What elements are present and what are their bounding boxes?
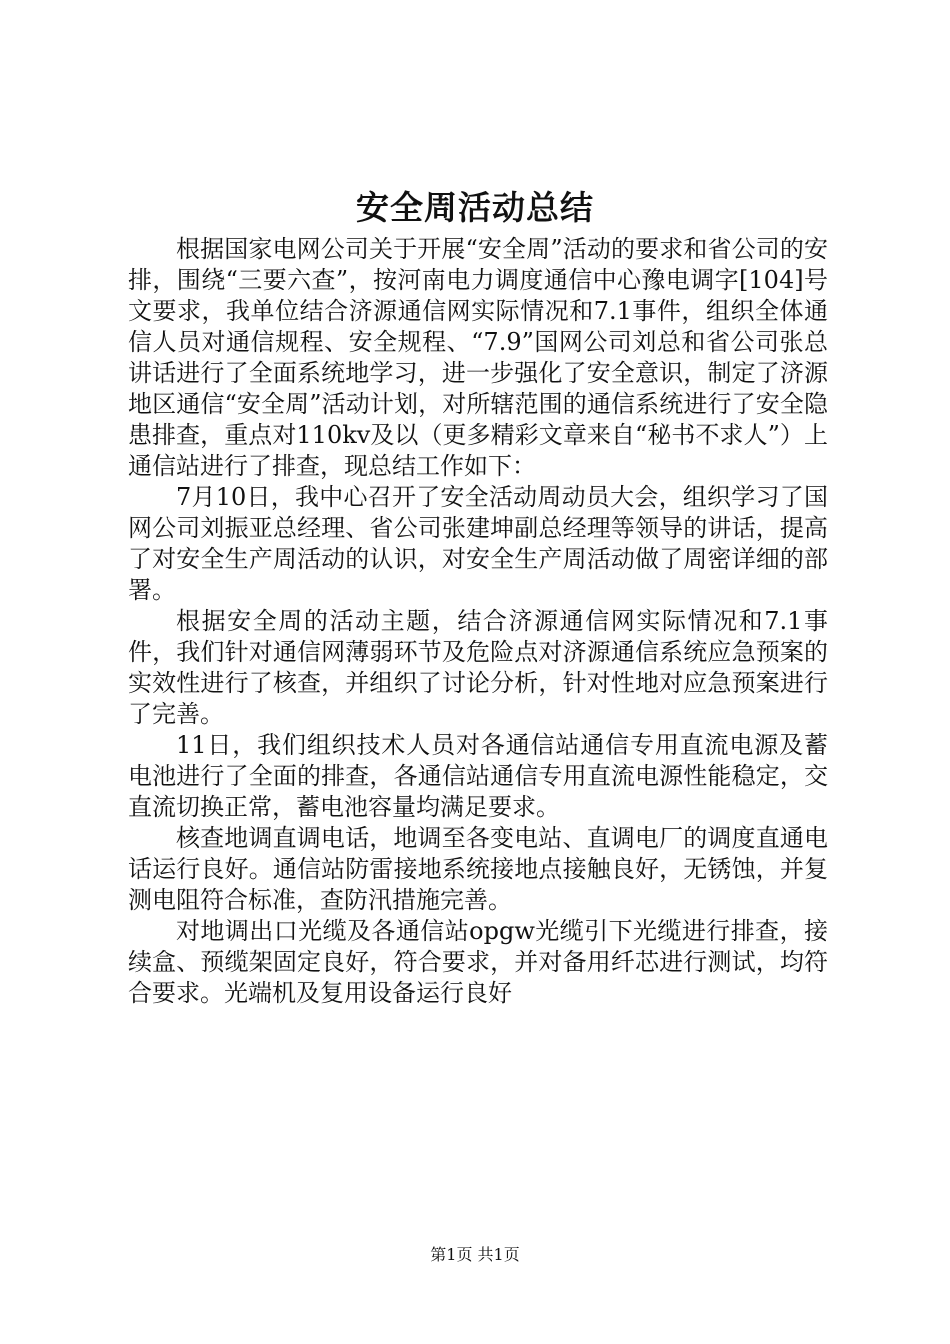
paragraph-intro: 根据国家电网公司关于开展“安全周”活动的要求和省公司的安排，围绕“三要六查”，按河南电力调度通信中心豫电调字[104]号文要求，我单位结合济源通信网实际情况和7.1事件，组织全体通信人员对通信规程、安全规程、“7.9”国网公司刘总和省公司张总讲话进行了全面系统地学习，进一步强化了安全意识，制定了济源地区通信“安全周”活动计划，对所辖范围的通信系统进行了安全隐患排查，重点对110kv及以（更多精彩文章来自“秘书不求人”）上通信站进行了排查，现总结工作如下： [128,235,828,480]
paragraph-emergency-plan: 根据安全周的活动主题，结合济源通信网实际情况和7.1事件，我们针对通信网薄弱环节及危险点对济源通信系统应急预案的实效性进行了核查，并组织了讨论分析，针对性地对应急预案进行了完善。 [128,607,828,728]
paragraph-phone-grounding: 核查地调直调电话，地调至各变电站、直调电厂的调度直通电话运行良好。通信站防雷接地系统接地点接触良好，无锈蚀，并复测电阻符合标准，查防汛措施完善。 [128,824,828,914]
paragraph-optical-cable: 对地调出口光缆及各通信站opgw光缆引下光缆进行排查，接续盒、预缆架固定良好，符合要求，并对备用纤芯进行测试，均符合要求。光端机及复用设备运行良好 [128,917,828,1007]
paragraph-power-check: 11日，我们组织技术人员对各通信站通信专用直流电源及蓄电池进行了全面的排查，各通信站通信专用直流电源性能稳定，交直流切换正常，蓄电池容量均满足要求。 [128,731,828,821]
paragraph-mobilization-meeting: 7月10日，我中心召开了安全活动周动员大会，组织学习了国网公司刘振亚总经理、省公司张建坤副总经理等领导的讲话，提高了对安全生产周活动的认识，对安全生产周活动做了周密详细的部署。 [128,483,828,604]
page-footer: 第1页 共1页 [430,1245,520,1264]
document-title: 安全周活动总结 [356,188,594,227]
document-body [128,234,828,1009]
